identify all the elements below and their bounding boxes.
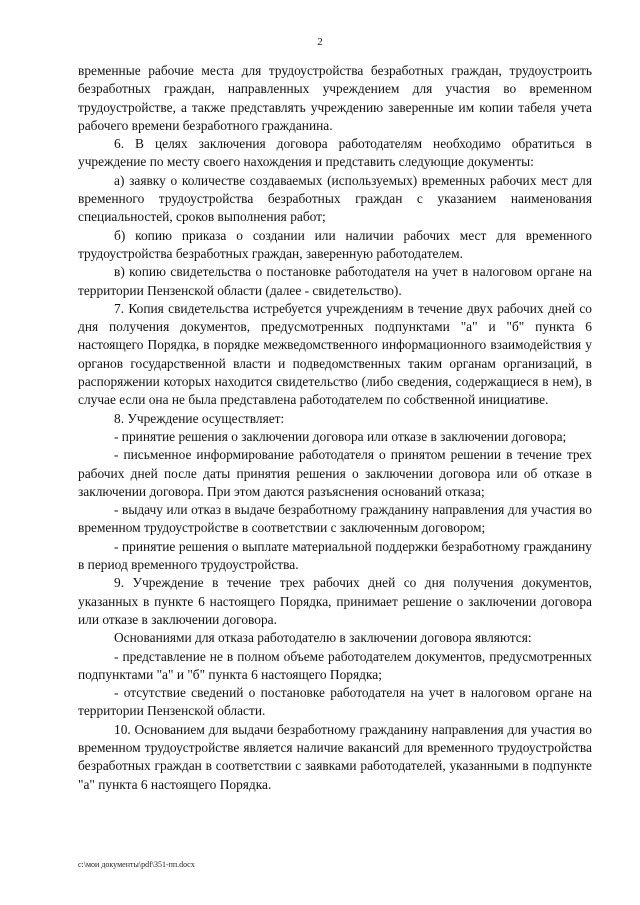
document-body xyxy=(78,62,592,794)
paragraph-item-7: 7. Копия свидетельства истребуется учреждениям в течение двух рабочих дней со дня получения документов, предусмотренных подпунктами "а" и "б" пункта 6 настоящего Порядка, в порядке межведомственного информационного взаимодействия у органов государственной власти и подведомственных таким органам организаций, в распоряжении которых находится свидетельство (либо сведения, содержащиеся в нем), в случае если она не была представлена работодателем по собственной инициативе. xyxy=(78,300,592,408)
paragraph-item-10: 10. Основанием для выдачи безработному гражданину направления для участия во временном трудоустройстве является наличие вакансий для временного трудоустройства безработных граждан в соответствии с заявками работодателей, указанными в подпункте "а" пункта 6 настоящего Порядка. xyxy=(78,721,592,792)
paragraph-item-8-bullet-1: - принятие решения о заключении договора или отказе в заключении договора; xyxy=(114,428,567,444)
paragraph-refusal-bullet-2: - отсутствие сведений о постановке работодателя на учет в налоговом органе на территории Пензенской области. xyxy=(78,685,592,719)
paragraph-refusal-grounds: Основаниями для отказа работодателю в заключении договора являются: xyxy=(114,630,532,646)
paragraph-item-9: 9. Учреждение в течение трех рабочих дней со дня получения документов, указанных в пункте 6 настоящего Порядка, принимает решение о заключении договора или отказе в заключении договора. xyxy=(78,575,592,627)
paragraph-item-8-bullet-3: - выдачу или отказ в выдаче безработному гражданину направления для участия во временном трудоустройстве в соответствии с заключенным договором; xyxy=(78,502,592,536)
footer-file-path: c:\мои документы\pdf\351-пп.docx xyxy=(78,860,195,869)
paragraph-continuation: временные рабочие места для трудоустройства безработных граждан, трудоустроить безработных граждан, направленных учреждением для участия во временном трудоустройстве, а также представлять учреждению заверенные им копии табеля учета рабочего времени безработного гражданина. xyxy=(78,63,592,133)
paragraph-subitem-v: в) копию свидетельства о постановке работодателя на учет в налоговом органе на территории Пензенской области (далее - свидетельство). xyxy=(78,264,592,298)
paragraph-item-6: 6. В целях заключения договора работодателям необходимо обратиться в учреждение по месту своего нахождения и представить следующие документы: xyxy=(78,136,592,170)
paragraph-subitem-a: а) заявку о количестве создаваемых (используемых) временных рабочих мест для временного трудоустройства безработных граждан с указанием наименования специальностей, сроков выполнения работ; xyxy=(78,172,592,225)
paragraph-refusal-bullet-1: - представление не в полном объеме работодателем документов, предусмотренных подпунктами "а" и "б" пункта 6 настоящего Порядка; xyxy=(78,648,592,682)
paragraph-subitem-b: б) копию приказа о создании или наличии рабочих мест для временного трудоустройства безработных граждан, заверенную работодателем. xyxy=(78,227,592,261)
paragraph-item-8-bullet-2: - письменное информирование работодателя о принятом решении в течение трех рабочих дней после даты принятия решения о заключении договора или об отказе в заключении договора. При этом даются разъяснения оснований отказа; xyxy=(78,447,592,499)
paragraph-item-8-bullet-4: - принятие решения о выплате материальной поддержки безработному гражданину в период временного трудоустройства. xyxy=(78,538,592,573)
paragraph-item-8: 8. Учреждение осуществляет: xyxy=(114,410,285,426)
page-number: 2 xyxy=(317,36,323,48)
